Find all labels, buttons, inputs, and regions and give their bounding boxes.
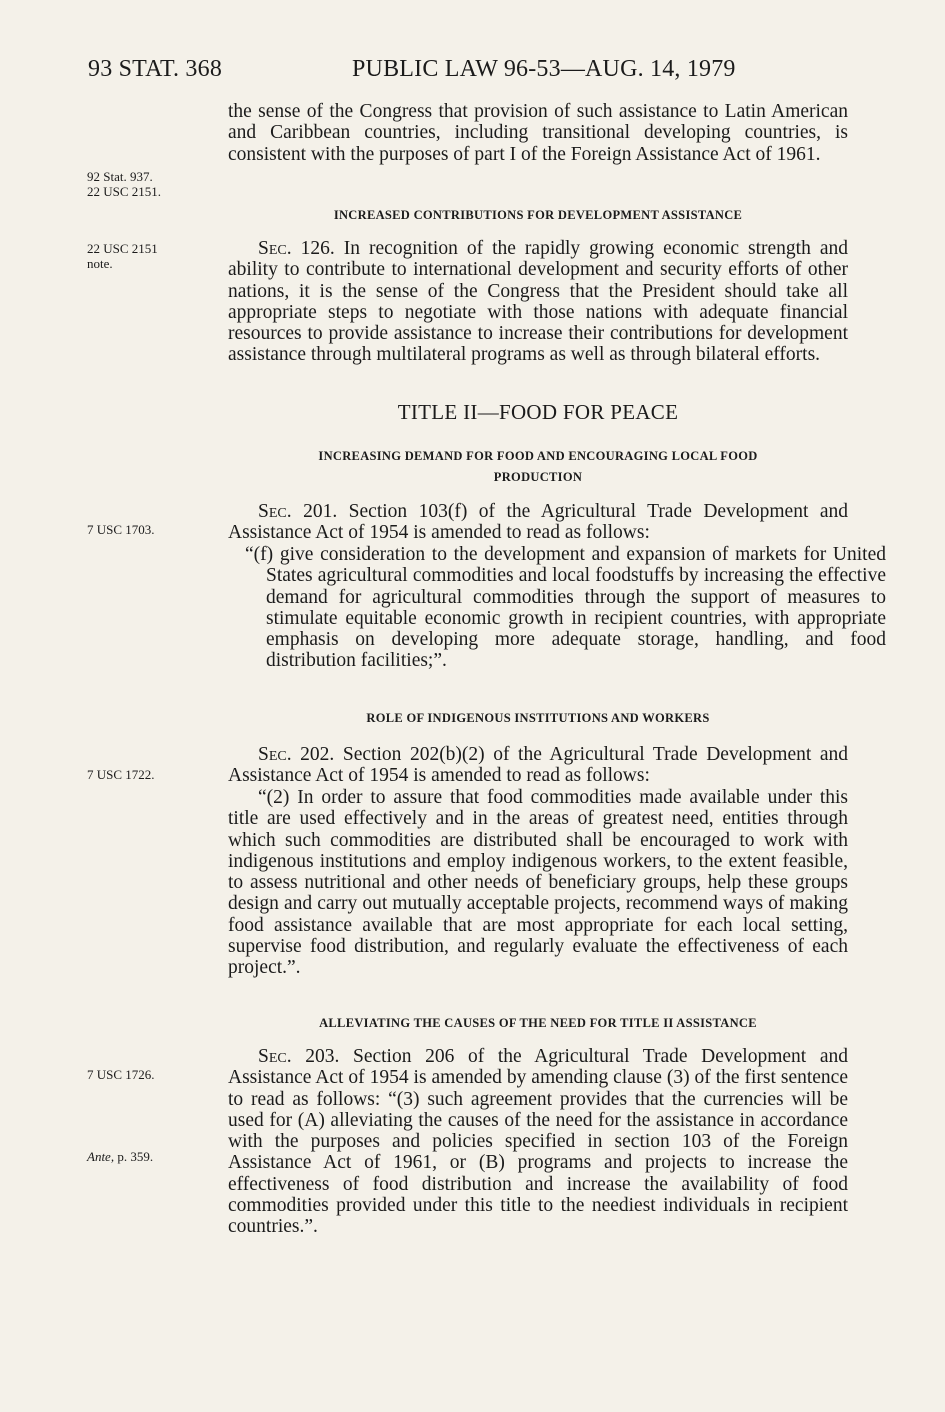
section-201-quote: “(f) give consideration to the development and expansion of markets for United States agricultural commodities and local foodstuffs by increasing the effective demand for agricultural commodities through the support of measures to stimulate equitable economic growth in recipient countries, with appropriate emphasis on developing more adequate storage, handling, and food distribution facilities;”. <box>245 544 886 672</box>
section-label: Sec. 202. <box>258 744 335 765</box>
law-reference: PUBLIC LAW 96-53—AUG. 14, 1979 <box>352 56 736 82</box>
section-text: Section 206 of the Agricultural Trade Development and Assistance Act of 1954 is amended by amending clause (3) of the first sentence to read as follows: “(3) such agreement provides that the currencies will be used for (A) alleviating the causes of the need for the assistance in accordance with the purposes and policies specified in section 103 of the Foreign Assistance Act of 1961, or (B) programs and projects to increase the effectiveness of food distribution and increase the availability of food commodities provided under this title to the neediest individuals in recipient countries.”. <box>228 1046 848 1238</box>
section-202-paragraph <box>228 744 848 787</box>
section-label: Sec. 203. <box>258 1046 340 1067</box>
section-text: In recognition of the rapidly growing economic strength and ability to contribute to international development and security efforts of other nations, it is the sense of the Congress that the President should take all appropriate steps to negotiate with those nations with adequate financial resources to provide assistance to increase their contributions for development assistance through multilateral programs as well as through bilateral efforts. <box>228 238 848 366</box>
margin-note-22-usc <box>87 241 158 271</box>
section-text: Section 103(f) of the Agricultural Trade Development and Assistance Act of 1954 is amended to read as follows: <box>228 501 848 544</box>
section-201-paragraph <box>228 501 848 544</box>
margin-note-7-usc-1726: 7 USC 1726. <box>87 1067 155 1082</box>
margin-note-line: 22 USC 2151. <box>87 184 162 199</box>
margin-note-italic: Ante, <box>87 1149 115 1164</box>
margin-note-7-usc-1722: 7 USC 1722. <box>87 767 155 782</box>
margin-note-line: note. <box>87 256 113 271</box>
heading-section-202: ROLE OF INDIGENOUS INSTITUTIONS AND WORKERS <box>366 711 710 725</box>
heading-line: PRODUCTION <box>493 470 583 484</box>
page-reference: 93 STAT. 368 <box>88 56 223 82</box>
section-label: Sec. 126. <box>258 238 335 259</box>
margin-note-ante <box>87 1149 153 1164</box>
continuation-paragraph: the sense of the Congress that provision of such assistance to Latin American and Caribbean countries, including transitional developing countries, is consistent with the purposes of part I of the Foreign Assistance Act of 1961. <box>228 101 848 165</box>
margin-note-7-usc-1703: 7 USC 1703. <box>87 522 155 537</box>
title-ii-heading: TITLE II—FOOD FOR PEACE <box>397 400 679 424</box>
section-203-paragraph <box>228 1046 848 1238</box>
margin-note-line: 92 Stat. 937. <box>87 169 153 184</box>
section-202-quote: “(2) In order to assure that food commodities made available under this title are used effectively and in the areas of greatest need, entities through which such commodities are distributed shall be encouraged to work with indigenous institutions and employ indigenous workers, to the extent feasible, to assess nutritional and other needs of beneficiary groups, help these groups design and carry out mutually acceptable projects, recommend ways of making food assistance available that are most appropriate for each local setting, supervise food distribution, and regularly evaluate the effectiveness of each project.”. <box>228 787 848 979</box>
heading-section-126: INCREASED CONTRIBUTIONS FOR DEVELOPMENT ASSISTANCE <box>333 208 743 222</box>
margin-note-page: p. 359. <box>114 1149 154 1164</box>
heading-section-203: ALLEVIATING THE CAUSES OF THE NEED FOR TITLE II ASSISTANCE <box>319 1016 757 1030</box>
heading-line: INCREASING DEMAND FOR FOOD AND ENCOURAGING LOCAL FOOD <box>318 449 758 463</box>
section-126-paragraph <box>228 238 848 366</box>
section-label: Sec. 201. <box>258 501 338 522</box>
heading-section-201 <box>228 446 848 488</box>
margin-note-92-stat <box>87 169 161 199</box>
section-text: Section 202(b)(2) of the Agricultural Trade Development and Assistance Act of 1954 is amended to read as follows: <box>228 744 848 787</box>
margin-note-line: 22 USC 2151 <box>87 241 158 256</box>
